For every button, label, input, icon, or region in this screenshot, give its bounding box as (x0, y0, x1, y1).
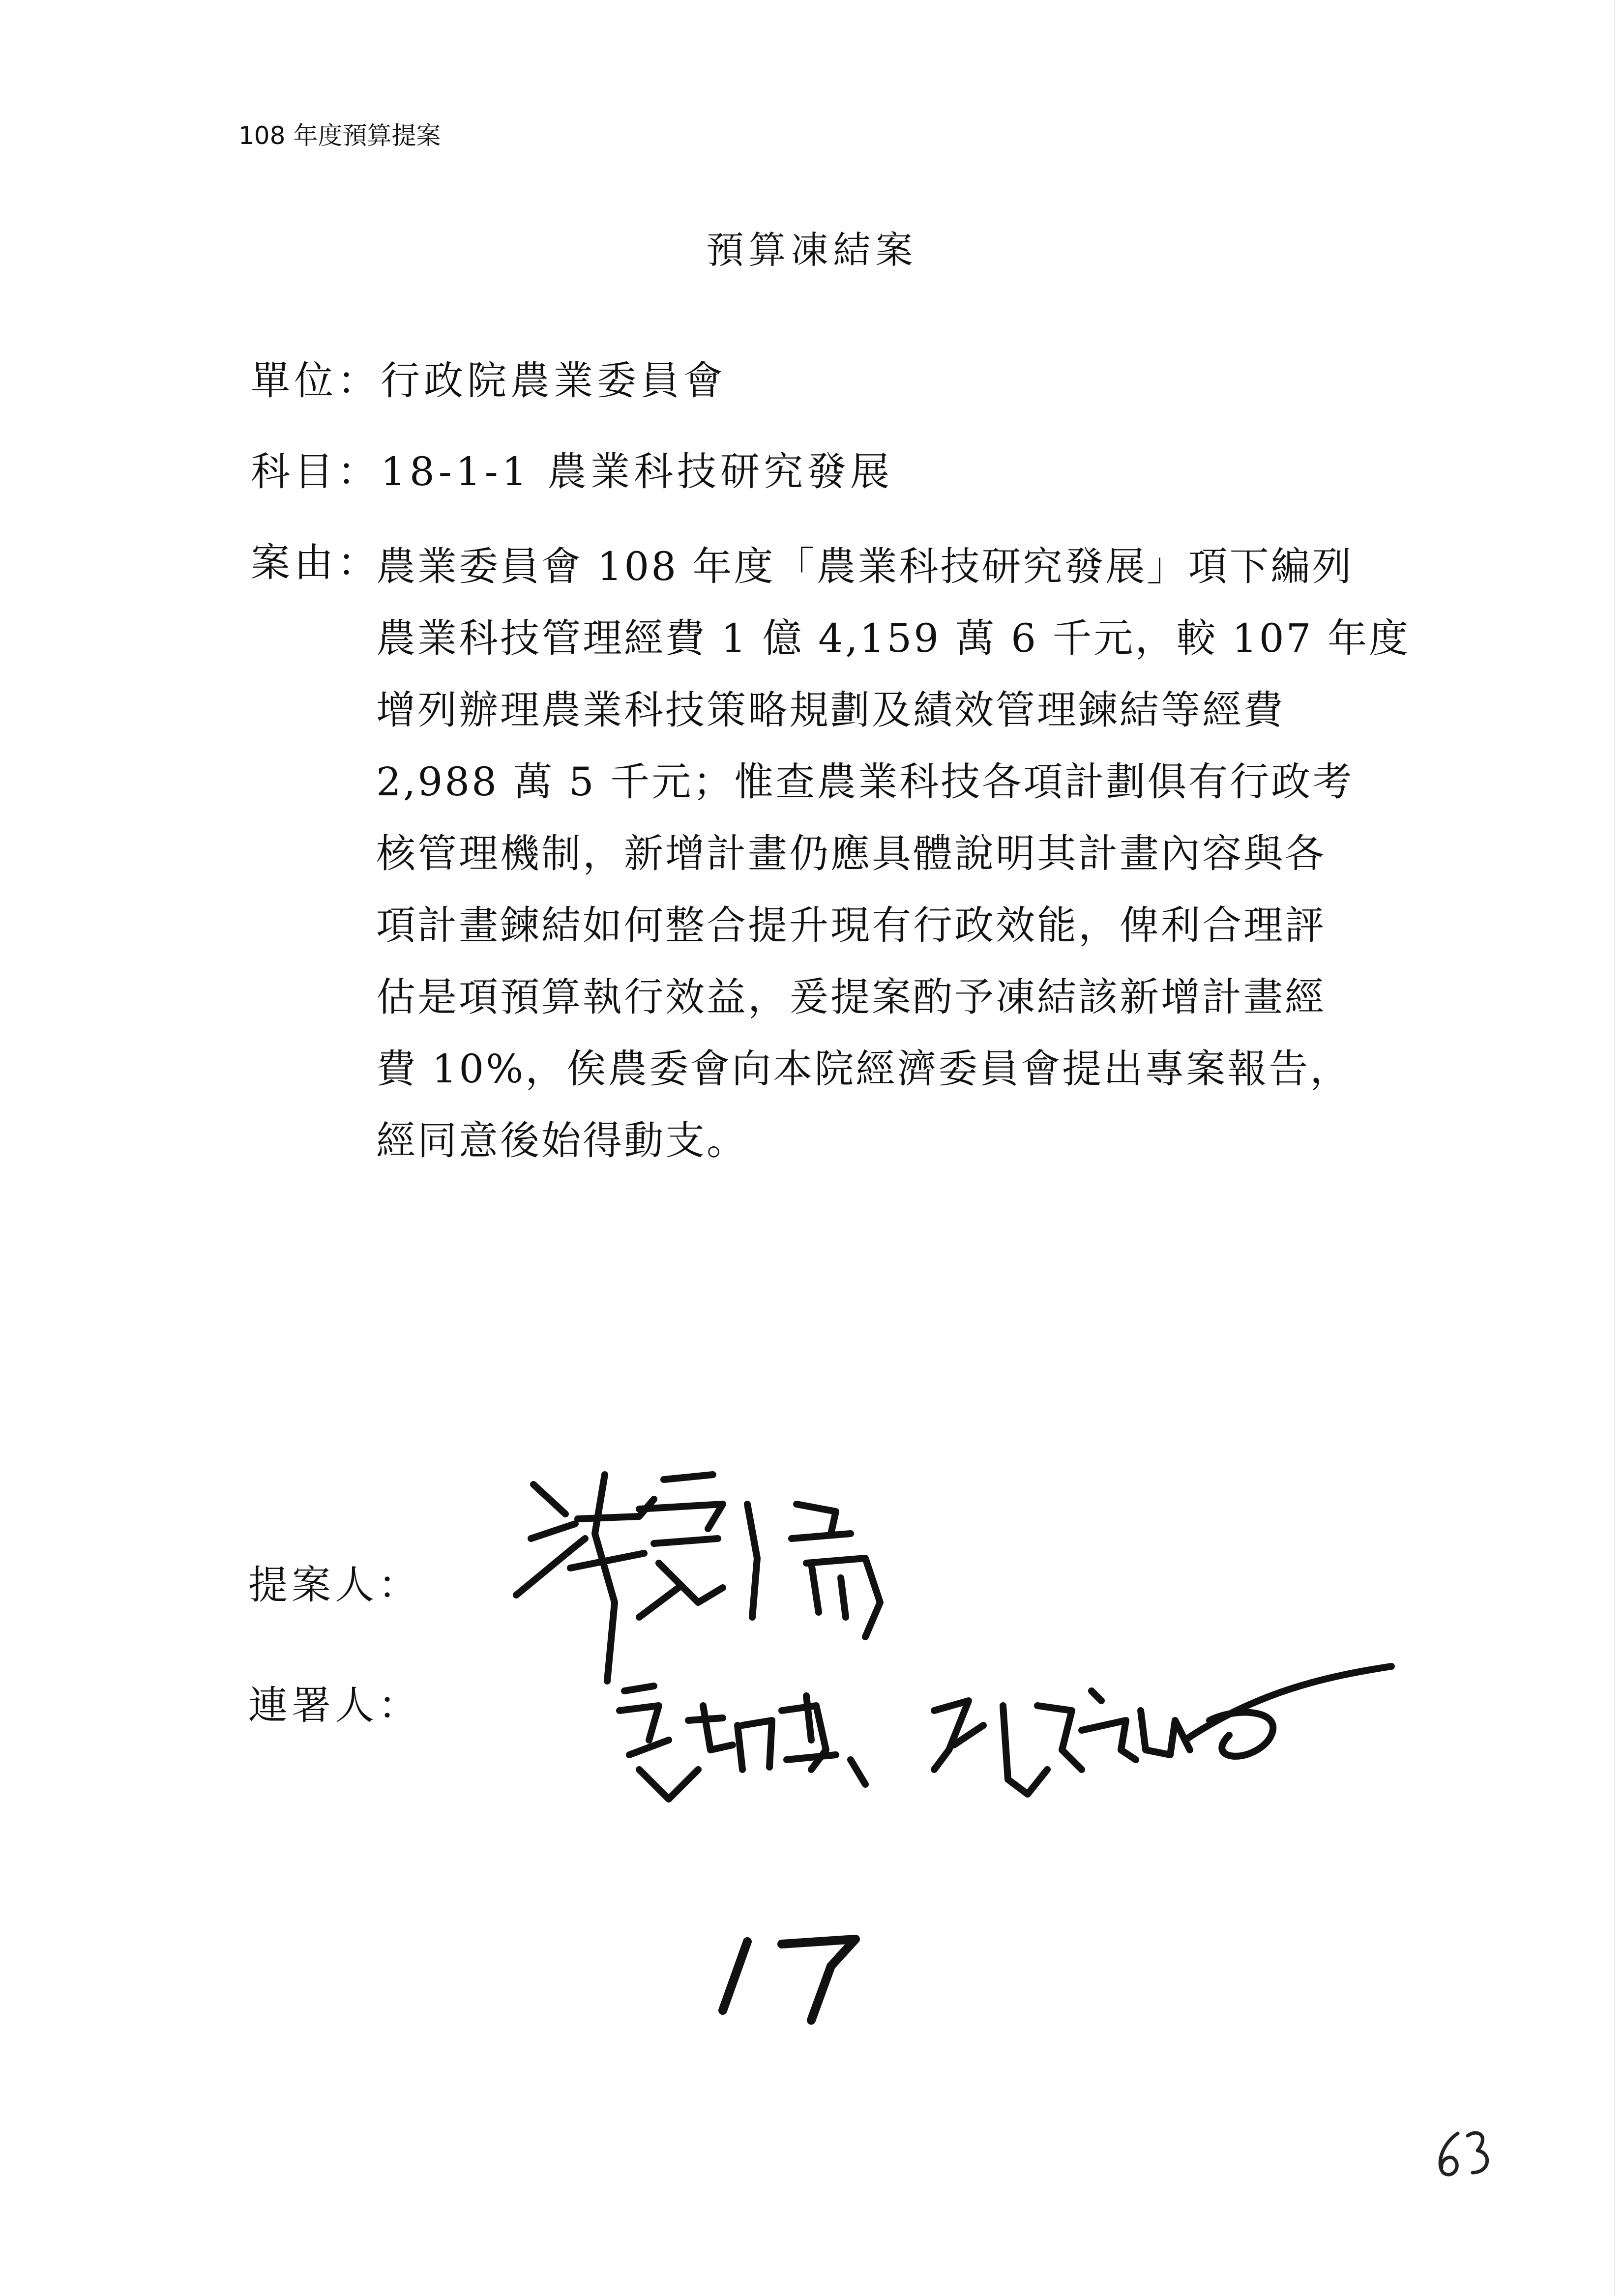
handwritten-number-17 (723, 1939, 856, 2020)
reason-line: 核管理機制，新增計畫仍應具體說明其計畫內容與各 (376, 831, 1326, 876)
reason-line: 經同意後始得動支。 (376, 1118, 748, 1163)
number-17-text: 17 (747, 1992, 754, 1997)
handwritten-page-number (1440, 2133, 1487, 2175)
document-title: 預算凍結案 (706, 228, 918, 272)
reason-line: 2,988 萬 5 千元；惟查農業科技各項計劃俱有行政考 (376, 759, 1354, 805)
reason-line: 農業委員會 108 年度「農業科技研究發展」項下編列 (376, 544, 1354, 589)
subject-value: 18-1-1 農業科技研究發展 (381, 449, 894, 494)
cosigner-signature-1 (620, 1686, 865, 1799)
proposer-signature (516, 1475, 880, 1681)
reason-line: 估是項預算執行效益，爰提案酌予凍結該新增計畫經 (376, 974, 1326, 1020)
header-note: 108 年度預算提案 (238, 121, 441, 150)
cosigner-label: 連署人： (248, 1683, 421, 1728)
reason-label: 案由： (251, 540, 381, 585)
subject-label: 科目： (251, 449, 381, 494)
reason-line: 費 10%，俟農委會向本院經濟委員會提出專案報告， (376, 1046, 1352, 1092)
unit-label: 單位： (251, 358, 381, 404)
reason-line: 農業科技管理經費 1 億 4,159 萬 6 千元，較 107 年度 (376, 615, 1410, 661)
proposer-label: 提案人： (248, 1562, 421, 1608)
cosigner-signature-2 (934, 1666, 1391, 1794)
unit-value: 行政院農業委員會 (381, 358, 727, 404)
reason-line: 增列辦理農業科技策略規劃及績效管理鍊結等經費 (376, 687, 1285, 733)
page-number-text: 63 (1455, 2159, 1462, 2164)
reason-line: 項計畫鍊結如何整合提升現有行政效能，俾利合理評 (376, 902, 1326, 948)
